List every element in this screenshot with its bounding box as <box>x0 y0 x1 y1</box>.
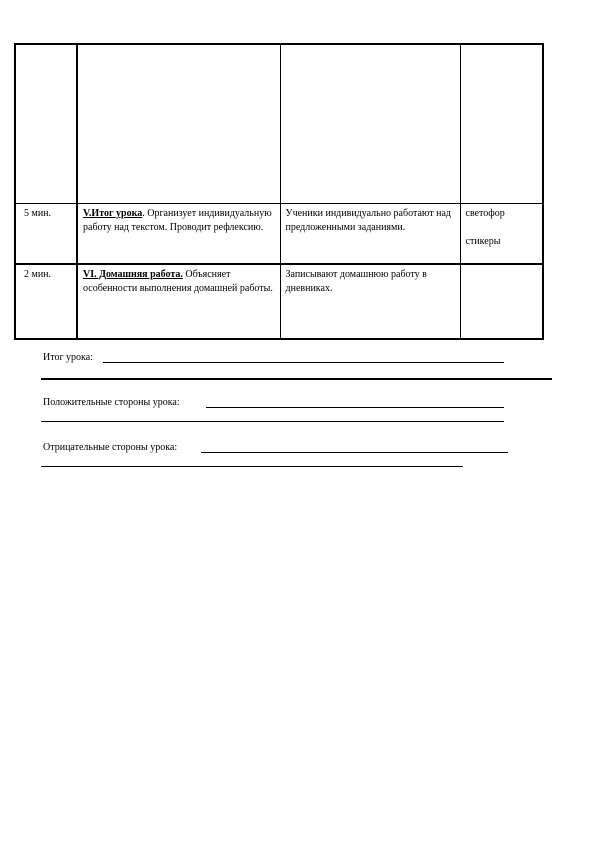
resource-item: стикеры <box>465 236 501 247</box>
time-cell: 2 мин. <box>15 264 77 339</box>
resources-cell <box>460 264 543 339</box>
stage-description: Объясняет особенности выполнения домашней работы. <box>83 269 273 294</box>
teacher-activity-cell <box>77 204 280 265</box>
positive-aspects-line <box>41 421 504 422</box>
lesson-summary-label: Итог урока: <box>43 352 93 363</box>
stage-title: V.Итог урока <box>83 208 143 219</box>
positive-aspects-label: Положительные стороны урока: <box>43 397 180 408</box>
table-row <box>15 204 543 265</box>
student-activity-cell: Ученики индивидуально работают над предложенными заданиями. <box>280 204 460 265</box>
student-activity-cell <box>280 44 460 204</box>
teacher-activity-cell <box>77 264 280 339</box>
resource-item: светофор <box>465 208 505 219</box>
negative-aspects-label: Отрицательные стороны урока: <box>43 442 178 453</box>
negative-aspects-line <box>41 466 463 467</box>
resources-cell <box>460 44 543 204</box>
time-cell <box>15 44 77 204</box>
positive-aspects-line <box>206 407 504 408</box>
lesson-plan-table <box>14 43 544 340</box>
teacher-activity-cell <box>77 44 280 204</box>
table-row <box>15 44 543 204</box>
stage-description: . Организует индивидуальную работу над текстом. Проводит рефлексию. <box>83 208 272 233</box>
separator-line <box>41 378 552 380</box>
student-activity-cell: Записывают домашнюю работу в дневниках. <box>280 264 460 339</box>
negative-aspects-line <box>201 452 508 453</box>
stage-title: VI. Домашняя работа. <box>83 269 183 280</box>
table-row <box>15 264 543 339</box>
time-cell: 5 мин. <box>15 204 77 265</box>
lesson-summary-line <box>103 362 504 363</box>
resources-cell <box>460 204 543 265</box>
